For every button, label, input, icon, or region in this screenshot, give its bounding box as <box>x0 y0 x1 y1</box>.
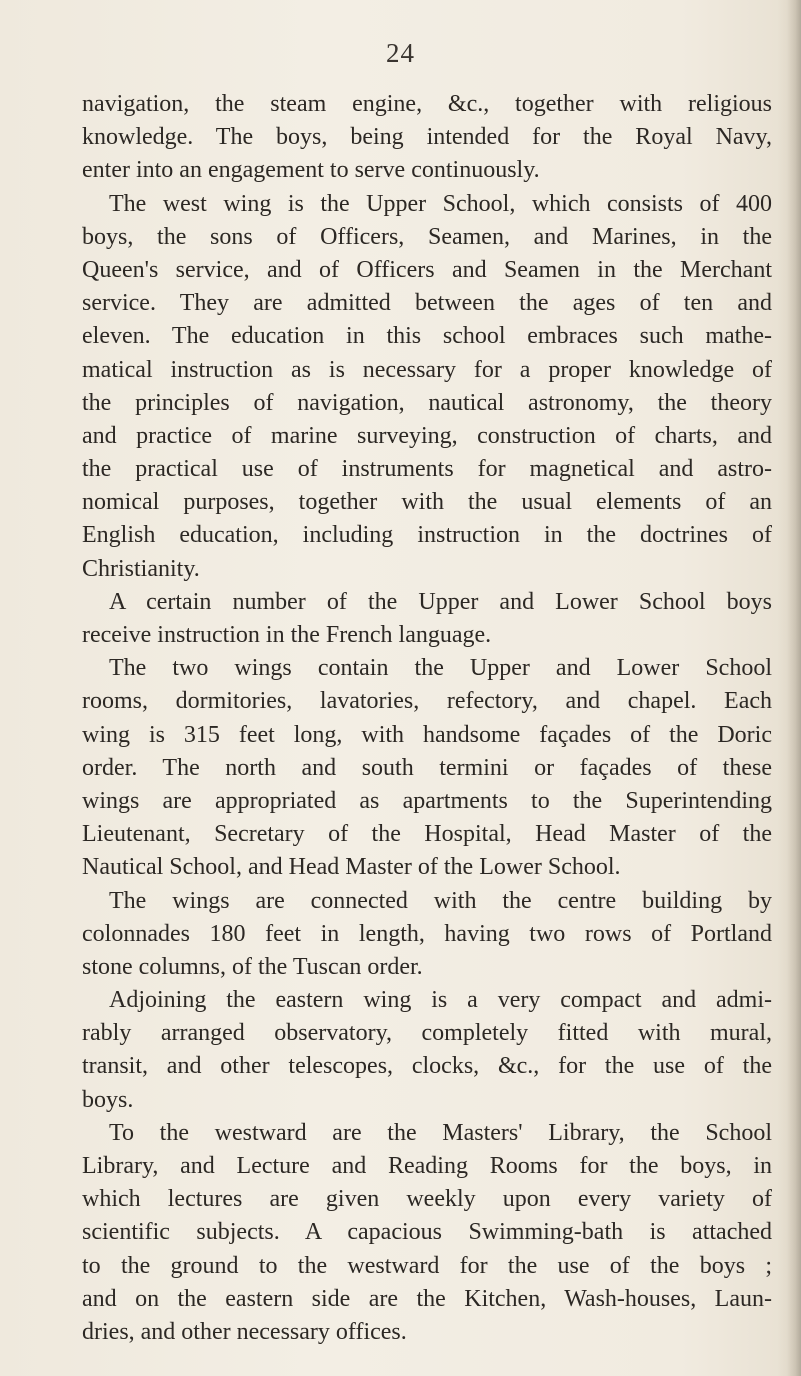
text-line: The wings are connected with the centre building by <box>109 887 772 914</box>
page-edge-shadow <box>787 0 801 1376</box>
text-line: receive instruction in the French language. <box>82 622 492 648</box>
text-line: wing is 315 feet long, with handsome façades of the Doric <box>82 721 772 748</box>
text-line: dries, and other necessary offices. <box>82 1318 407 1345</box>
text-line: which lectures are given weekly upon every variety of <box>82 1186 772 1213</box>
text-line: stone columns, of the Tuscan order. <box>82 953 423 980</box>
body-text <box>82 88 772 1349</box>
text-line: transit, and other telescopes, clocks, &c., for the use of the <box>82 1053 772 1080</box>
text-line: rooms, dormitories, lavatories, refectory, and chapel. Each <box>82 688 772 715</box>
text-line: and practice of marine surveying, construction of charts, and <box>82 422 772 449</box>
text-line: the principles of navigation, nautical astronomy, the theory <box>82 389 772 416</box>
text-line: wings are appropriated as apartments to the Superintending <box>82 787 772 814</box>
text-line: matical instruction as is necessary for a proper knowledge of <box>82 356 772 383</box>
text-line: navigation, the steam engine, &c., together with religious <box>82 91 772 117</box>
text-line: Nautical School, and Head Master of the Lower School. <box>82 854 621 881</box>
text-line: The two wings contain the Upper and Lower School <box>109 655 772 682</box>
text-line: rably arranged observatory, completely fitted with mural, <box>82 1020 772 1047</box>
text-line: The west wing is the Upper School, which consists of 400 <box>109 190 772 217</box>
text-line: service. They are admitted between the ages of ten and <box>82 290 772 317</box>
text-line: English education, including instruction in the doctrines of <box>82 522 772 549</box>
text-line: Queen's service, and of Officers and Seamen in the Merchant <box>82 256 772 283</box>
text-line: scientific subjects. A capacious Swimming-bath is attached <box>82 1219 772 1246</box>
text-line: Adjoining the eastern wing is a very compact and admi- <box>109 987 772 1014</box>
text-line: To the westward are the Masters' Library, the School <box>109 1119 772 1146</box>
text-line: to the ground to the westward for the use of the boys ; <box>82 1252 772 1279</box>
text-line: the practical use of instruments for magnetical and astro- <box>82 456 772 483</box>
page-number: 24 <box>386 38 415 68</box>
text-line: Library, and Lecture and Reading Rooms for the boys, in <box>82 1153 772 1179</box>
text-line: Lieutenant, Secretary of the Hospital, Head Master of the <box>82 821 772 848</box>
text-line: eleven. The education in this school embraces such mathe- <box>82 323 772 350</box>
text-line: boys, the sons of Officers, Seamen, and Marines, in the <box>82 223 772 250</box>
text-line: boys. <box>82 1086 134 1113</box>
text-line: colonnades 180 feet in length, having two rows of Portland <box>82 920 772 947</box>
text-line: A certain number of the Upper and Lower School boys <box>109 588 772 615</box>
text-line: and on the eastern side are the Kitchen, Wash-houses, Laun- <box>82 1285 772 1312</box>
text-line: knowledge. The boys, being intended for the Royal Navy, <box>82 124 772 151</box>
text-line: Christianity. <box>82 555 200 582</box>
text-line: order. The north and south termini or façades of these <box>82 754 772 781</box>
text-line: nomical purposes, together with the usual elements of an <box>82 489 772 516</box>
text-line: enter into an engagement to serve continuously. <box>82 157 540 184</box>
